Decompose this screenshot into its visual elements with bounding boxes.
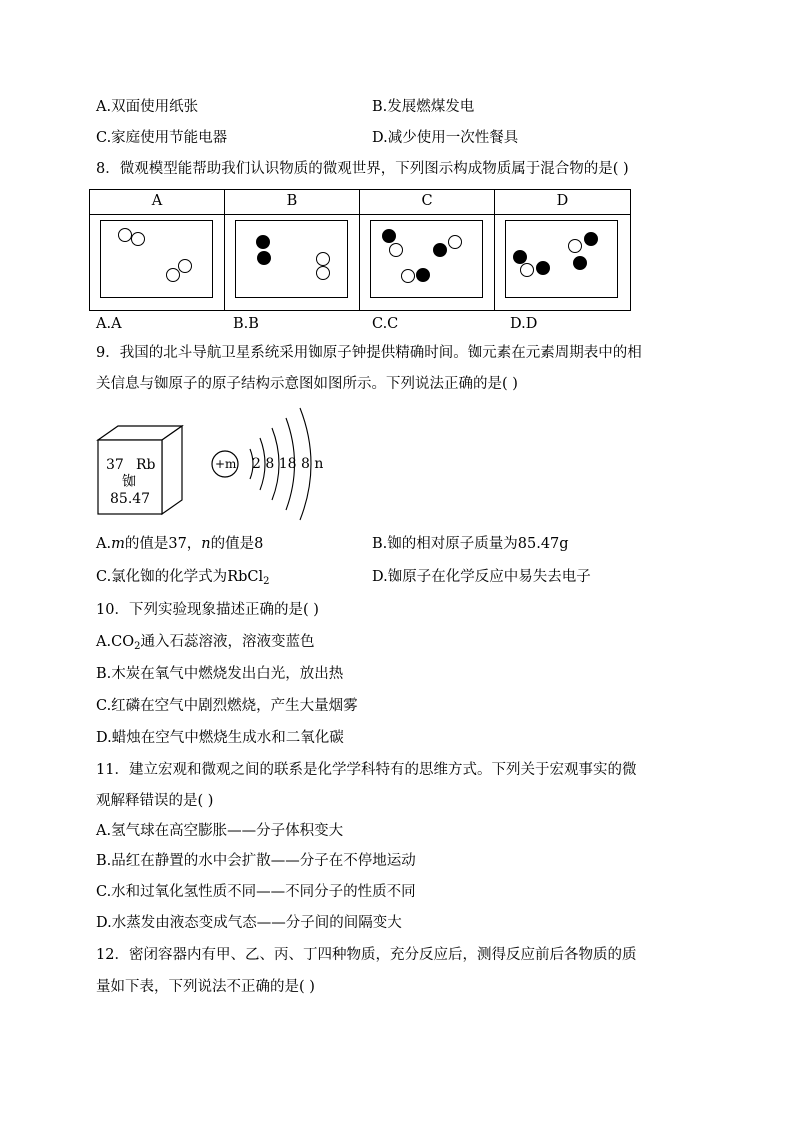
white-atom <box>520 263 534 277</box>
q8-col-a <box>90 190 225 310</box>
q8-header-b: B <box>225 190 359 215</box>
q8-model-a <box>100 220 213 298</box>
shell-electrons: 2 8 18 8 n <box>252 456 324 472</box>
black-atom <box>536 261 550 275</box>
atomic-mass: 85.47 <box>110 491 151 507</box>
q9-option-c: C.氯化铷的化学式为RbCl$_2$ <box>96 569 270 587</box>
q8-answer-c: C.C <box>372 316 399 332</box>
q8-model-c <box>370 220 483 298</box>
q8-answer-d: D.D <box>510 316 538 332</box>
q12-stem-line2: 量如下表，下列说法不正确的是( ) <box>96 979 315 995</box>
q8-answer-a: A.A <box>96 316 122 332</box>
q9-option-a: A.m的值是37，n的值是8 <box>96 536 264 552</box>
white-atom <box>568 239 582 253</box>
nucleus-charge: +m <box>215 457 237 471</box>
q8-stem: 8．微观模型能帮助我们认识物质的微观世界，下列图示构成物质属于混合物的是( ) <box>96 161 629 177</box>
q10-stem: 10．下列实验现象描述正确的是( ) <box>96 602 319 618</box>
q11-option-a: A.氢气球在高空膨胀——分子体积变大 <box>96 823 344 839</box>
black-atom <box>584 232 598 246</box>
q9-option-b: B.铷的相对原子质量为85.47g <box>372 536 569 552</box>
q11-option-b: B.品红在静置的水中会扩散——分子在不停地运动 <box>96 853 416 869</box>
q12-stem-line1: 12．密闭容器内有甲、乙、丙、丁四种物质，充分反应后，测得反应前后各物质的质 <box>96 947 637 963</box>
q10-option-b: B.木炭在氧气中燃烧发出白光，放出热 <box>96 666 344 682</box>
q10-option-a: $A.CO_2$通入石蕊溶液，溶液变蓝色 <box>96 634 315 652</box>
q8-model-d <box>505 220 618 298</box>
element-name: 铷 <box>122 474 136 490</box>
white-atom <box>316 266 330 280</box>
q11-option-d: D.水蒸发由液态变成气态——分子间的间隔变大 <box>96 915 402 931</box>
black-atom <box>416 268 430 282</box>
element-cell-rb <box>96 418 206 518</box>
q11-stem-line2: 观解释错误的是( ) <box>96 793 214 809</box>
q9-stem-line2: 关信息与铷原子的原子结构示意图如图所示。下列说法正确的是( ) <box>96 376 518 392</box>
atom-structure-diagram <box>206 404 346 524</box>
q7-option-c: C.家庭使用节能电器 <box>96 130 228 146</box>
element-symbol: Rb <box>136 457 156 473</box>
q8-model-b <box>235 220 348 298</box>
white-atom <box>389 243 403 257</box>
q7-option-d: D.减少使用一次性餐具 <box>372 130 519 146</box>
black-atom <box>257 251 271 265</box>
q8-header-c: C <box>360 190 494 215</box>
q8-model-table <box>89 189 631 311</box>
q7-option-b: B.发展燃煤发电 <box>372 99 475 115</box>
black-atom <box>256 235 270 249</box>
black-atom <box>433 243 447 257</box>
white-atom <box>131 232 145 246</box>
q9-option-d: D.铷原子在化学反应中易失去电子 <box>372 569 591 585</box>
black-atom <box>573 256 587 270</box>
q10-option-c: C.红磷在空气中剧烈燃烧，产生大量烟雾 <box>96 698 358 714</box>
q8-col-b <box>225 190 360 310</box>
q8-col-d <box>495 190 630 310</box>
black-atom <box>382 229 396 243</box>
q7-option-a: A.双面使用纸张 <box>96 99 199 115</box>
q8-header-a: A <box>90 190 224 215</box>
atomic-number: 37 <box>106 457 124 473</box>
q8-col-c <box>360 190 495 310</box>
q10-option-d: D.蜡烛在空气中燃烧生成水和二氧化碳 <box>96 730 344 746</box>
q8-header-d: D <box>495 190 630 215</box>
black-atom <box>513 250 527 264</box>
white-atom <box>178 259 192 273</box>
q9-stem-line1: 9．我国的北斗导航卫星系统采用铷原子钟提供精确时间。铷元素在元素周期表中的相 <box>96 345 642 361</box>
q11-option-c: C.水和过氧化氢性质不同——不同分子的性质不同 <box>96 884 416 900</box>
white-atom <box>166 268 180 282</box>
q8-answer-b: B.B <box>233 316 259 332</box>
white-atom <box>118 228 132 242</box>
white-atom <box>401 269 415 283</box>
white-atom <box>316 252 330 266</box>
white-atom <box>448 235 462 249</box>
q11-stem-line1: 11．建立宏观和微观之间的联系是化学学科特有的思维方式。下列关于宏观事实的微 <box>96 762 637 778</box>
